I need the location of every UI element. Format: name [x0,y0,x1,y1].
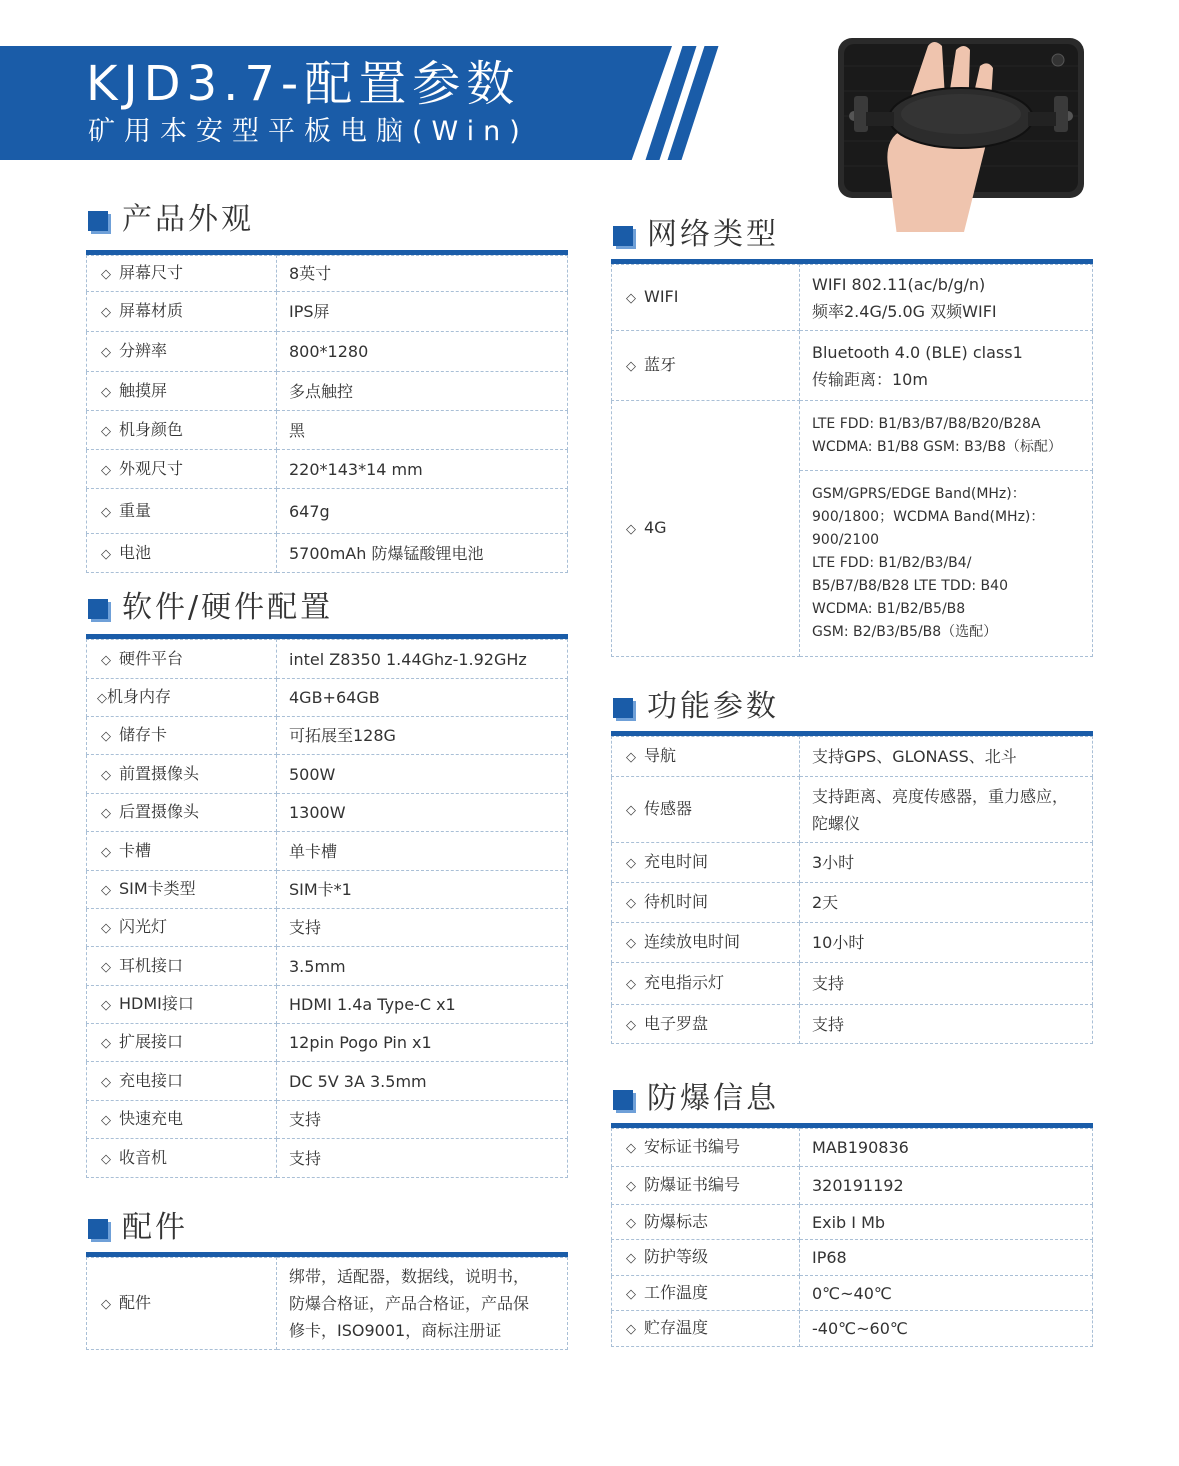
appearance-table [86,255,568,573]
table-row: ◇ 后置摄像头 1300W [87,794,568,832]
section-marker [88,211,108,231]
spec-key: 重量 [119,500,152,520]
spec-key: WIFI [644,287,679,306]
spec-value: 支持 [800,1005,1093,1044]
spec-value-line: 绑带，适配器，数据线，说明书， [289,1267,530,1286]
spec-key: 防爆证书编号 [644,1175,741,1194]
table-row: ◇ 分辨率 800*1280 [87,332,568,372]
table-row: ◇ 导航 支持GPS、GLONASS、北斗 [612,737,1093,777]
spec-value: Exib I Mb [800,1205,1093,1240]
spec-value-line: 传输距离：10m [812,369,928,389]
spec-value [800,331,1093,401]
spec-key: 机身内存 [107,687,172,706]
spec-value: 支持GPS、GLONASS、北斗 [800,737,1093,777]
spec-value: 4GB+64GB [277,679,568,717]
spec-value [800,401,1093,471]
table-row: ◇ 卡槽 单卡槽 [87,832,568,871]
table-row: ◇ 安标证书编号 MAB190836 [612,1129,1093,1167]
table-row: ◇ 防爆标志 Exib I Mb [612,1205,1093,1240]
spec-key: SIM卡类型 [119,879,196,898]
table-row: ◇ 待机时间 2天 [612,883,1093,923]
section-title: 防爆信息 [647,1081,779,1116]
spec-value: MAB190836 [800,1129,1093,1167]
spec-value: 5700mAh 防爆锰酸锂电池 [277,534,568,573]
table-row: ◇ 充电接口 DC 5V 3A 3.5mm [87,1062,568,1101]
section-functions [611,687,1093,1044]
page-subtitle: 矿用本安型平板电脑(Win) [88,116,529,147]
table-row: ◇ WIFI WIFI 802.11(ac/b/g/n) 频率2.4G/5.0G 双频WIFI [612,265,1093,331]
spec-key: 外观尺寸 [119,458,184,478]
spec-value: 可拓展至128G [277,717,568,755]
spec-key: 快速充电 [119,1109,184,1128]
spec-value: 单卡槽 [277,832,568,871]
table-row: ◇ 外观尺寸 220*143*14 mm [87,450,568,489]
spec-key: 导航 [644,746,677,765]
spec-value: SIM卡*1 [277,871,568,909]
table-row: ◇ 机身颜色 黑 [87,411,568,450]
spec-value: intel Z8350 1.44Ghz-1.92GHz [277,640,568,679]
section-marker [88,599,108,619]
section-network [611,215,1093,657]
spec-value-line: WIFI 802.11(ac/b/g/n) [812,274,986,294]
spec-value: 220*143*14 mm [277,450,568,489]
spec-key: 充电接口 [119,1070,184,1090]
spec-key: 待机时间 [644,892,709,911]
spec-key: 收音机 [119,1147,168,1167]
spec-key: 触摸屏 [119,380,168,400]
table-row: ◇ 重量 647g [87,489,568,534]
table-row: ◇ 屏幕尺寸 8英寸 [87,256,568,292]
table-row: ◇ 扩展接口 12pin Pogo Pin x1 [87,1024,568,1062]
spec-key: 4G [644,518,667,537]
section-accessories [86,1208,568,1350]
table-row: ◇ 防护等级 IP68 [612,1240,1093,1276]
table-row: ◇ 闪光灯 支持 [87,909,568,947]
spec-value-line: WCDMA: B1/B2/B5/B8 [812,601,966,617]
spec-key: 分辨率 [119,341,168,360]
spec-key: 防护等级 [644,1247,709,1266]
table-row: ◇ 硬件平台 intel Z8350 1.44Ghz-1.92GHz [87,640,568,679]
spec-key: 蓝牙 [644,355,677,374]
table-row: ◇ 快速充电 支持 [87,1101,568,1139]
table-row: ◇ 传感器 支持距离、亮度传感器，重力感应， 陀螺仪 [612,777,1093,843]
spec-key: 前置摄像头 [119,763,200,783]
section-title: 产品外观 [122,202,254,237]
spec-value: 800*1280 [277,332,568,372]
spec-value-line: B5/B7/B8/B28 LTE TDD: B40 [812,578,1008,594]
spec-key: 耳机接口 [119,955,184,975]
spec-value: 12pin Pogo Pin x1 [277,1024,568,1062]
spec-value-line: LTE FDD: B1/B2/B3/B4/ [812,555,972,571]
spec-value: 3小时 [800,843,1093,883]
table-row: ◇ SIM卡类型 SIM卡*1 [87,871,568,909]
table-row: ◇ 储存卡 可拓展至128G [87,717,568,755]
table-row: ◇ 收音机 支持 [87,1139,568,1178]
spec-value-line: 900/2100 [812,532,880,548]
section-marker [613,1090,633,1110]
spec-value-line: 陀螺仪 [812,813,861,833]
spec-key: 连续放电时间 [644,932,741,951]
table-row: ◇机身内存 4GB+64GB [87,679,568,717]
spec-value: 多点触控 [277,372,568,411]
table-row: ◇ 电池 5700mAh 防爆锰酸锂电池 [87,534,568,573]
spec-value-line: Bluetooth 4.0 (BLE) class1 [812,342,1023,362]
table-row: ◇ 触摸屏 多点触控 [87,372,568,411]
spec-key: 传感器 [644,799,693,818]
section-explosion [611,1079,1093,1347]
section-marker [613,698,633,718]
spec-value: 支持 [277,1101,568,1139]
table-row: ◇ 4G LTE FDD: B1/B3/B7/B8/B20/B28A WCDMA: B1/B8 GSM: B3/B8（标配） [612,401,1093,471]
spec-value: 黑 [277,411,568,450]
spec-key: 充电时间 [644,852,709,871]
accessories-table [86,1257,568,1350]
spec-value: 0℃~40℃ [800,1276,1093,1311]
spec-value: DC 5V 3A 3.5mm [277,1062,568,1101]
section-marker [613,226,633,246]
spec-value: 2天 [800,883,1093,923]
spec-key: 扩展接口 [119,1032,184,1051]
explosion-table [611,1128,1093,1347]
spec-key: 屏幕材质 [119,301,184,320]
spec-value: IPS屏 [277,292,568,332]
table-row: ◇ 屏幕材质 IPS屏 [87,292,568,332]
spec-value: 3.5mm [277,947,568,986]
functions-table [611,736,1093,1044]
spec-key: 后置摄像头 [119,802,200,821]
spec-value-line: LTE FDD: B1/B3/B7/B8/B20/B28A [812,415,1041,432]
spec-value: 320191192 [800,1167,1093,1205]
spec-value: IP68 [800,1240,1093,1276]
spec-key: 机身颜色 [119,419,184,439]
spec-value: 8英寸 [277,256,568,292]
section-marker [88,1219,108,1239]
table-row: ◇ 耳机接口 3.5mm [87,947,568,986]
table-row: ◇ 连续放电时间 10小时 [612,923,1093,963]
spec-value-line: WCDMA: B1/B8 GSM: B3/B8（标配） [812,438,1062,455]
spec-value: 500W [277,755,568,794]
network-table [611,264,1093,657]
spec-key: 安标证书编号 [644,1137,741,1156]
spec-value-line: 支持距离、亮度传感器，重力感应， [812,786,1069,806]
table-row: ◇ 配件 绑带，适配器，数据线，说明书， 防爆合格证，产品合格证，产品保 修卡，ISO9001，商标注册证 [87,1258,568,1350]
spec-key: 工作温度 [644,1282,709,1302]
spec-value-line: GSM/GPRS/EDGE Band(MHz)： [812,486,1026,502]
table-row: ◇ 蓝牙 Bluetooth 4.0 (BLE) class1 传输距离：10m [612,331,1093,401]
spec-value: HDMI 1.4a Type-C x1 [277,986,568,1024]
spec-key: 屏幕尺寸 [119,263,184,282]
spec-key: 防爆标志 [644,1211,709,1231]
section-appearance [86,200,568,573]
spec-key: 充电指示灯 [644,973,725,992]
spec-value-line: 频率2.4G/5.0G 双频WIFI [812,301,997,321]
page-title: KJD3.7-配置参数 [86,56,521,112]
table-row: ◇ HDMI接口 HDMI 1.4a Type-C x1 [87,986,568,1024]
section-title: 配件 [122,1210,188,1245]
table-row: ◇ 工作温度 0℃~40℃ [612,1276,1093,1311]
spec-value: -40℃~60℃ [800,1311,1093,1347]
spec-key: 配件 [119,1293,152,1312]
table-row: ◇ 贮存温度 -40℃~60℃ [612,1311,1093,1347]
spec-value: 支持 [277,1139,568,1178]
spec-key: 电子罗盘 [644,1013,709,1033]
spec-value [277,1258,568,1350]
spec-value [800,777,1093,843]
spec-value-line: 修卡，ISO9001，商标注册证 [289,1321,502,1340]
spec-value [800,265,1093,331]
spec-value: 支持 [800,963,1093,1005]
spec-key: 卡槽 [119,840,152,860]
spec-key: HDMI接口 [119,994,194,1013]
table-row: ◇ 电子罗盘 支持 [612,1005,1093,1044]
spec-value: 1300W [277,794,568,832]
section-title: 功能参数 [647,689,779,724]
spec-value: 支持 [277,909,568,947]
table-row: ◇ 防爆证书编号 320191192 [612,1167,1093,1205]
table-row: ◇ 充电时间 3小时 [612,843,1093,883]
spec-key: 电池 [119,542,152,562]
spec-value-line: GSM: B2/B3/B5/B8（选配） [812,624,998,640]
tablet-photo [836,36,1086,232]
software-table [86,639,568,1178]
table-row: ◇ 充电指示灯 支持 [612,963,1093,1005]
spec-key: 硬件平台 [119,648,184,668]
table-row: ◇ 前置摄像头 500W [87,755,568,794]
spec-key: 储存卡 [119,725,168,744]
spec-key: 贮存温度 [644,1318,709,1337]
section-software [86,588,568,1178]
spec-value [800,471,1093,657]
section-title: 网络类型 [647,217,779,252]
spec-value: 10小时 [800,923,1093,963]
spec-value: 647g [277,489,568,534]
spec-key: 闪光灯 [119,917,168,936]
section-title: 软件/硬件配置 [122,590,334,625]
spec-value-line: 900/1800；WCDMA Band(MHz)： [812,509,1045,525]
spec-value-line: 防爆合格证，产品合格证，产品保 [289,1294,530,1313]
